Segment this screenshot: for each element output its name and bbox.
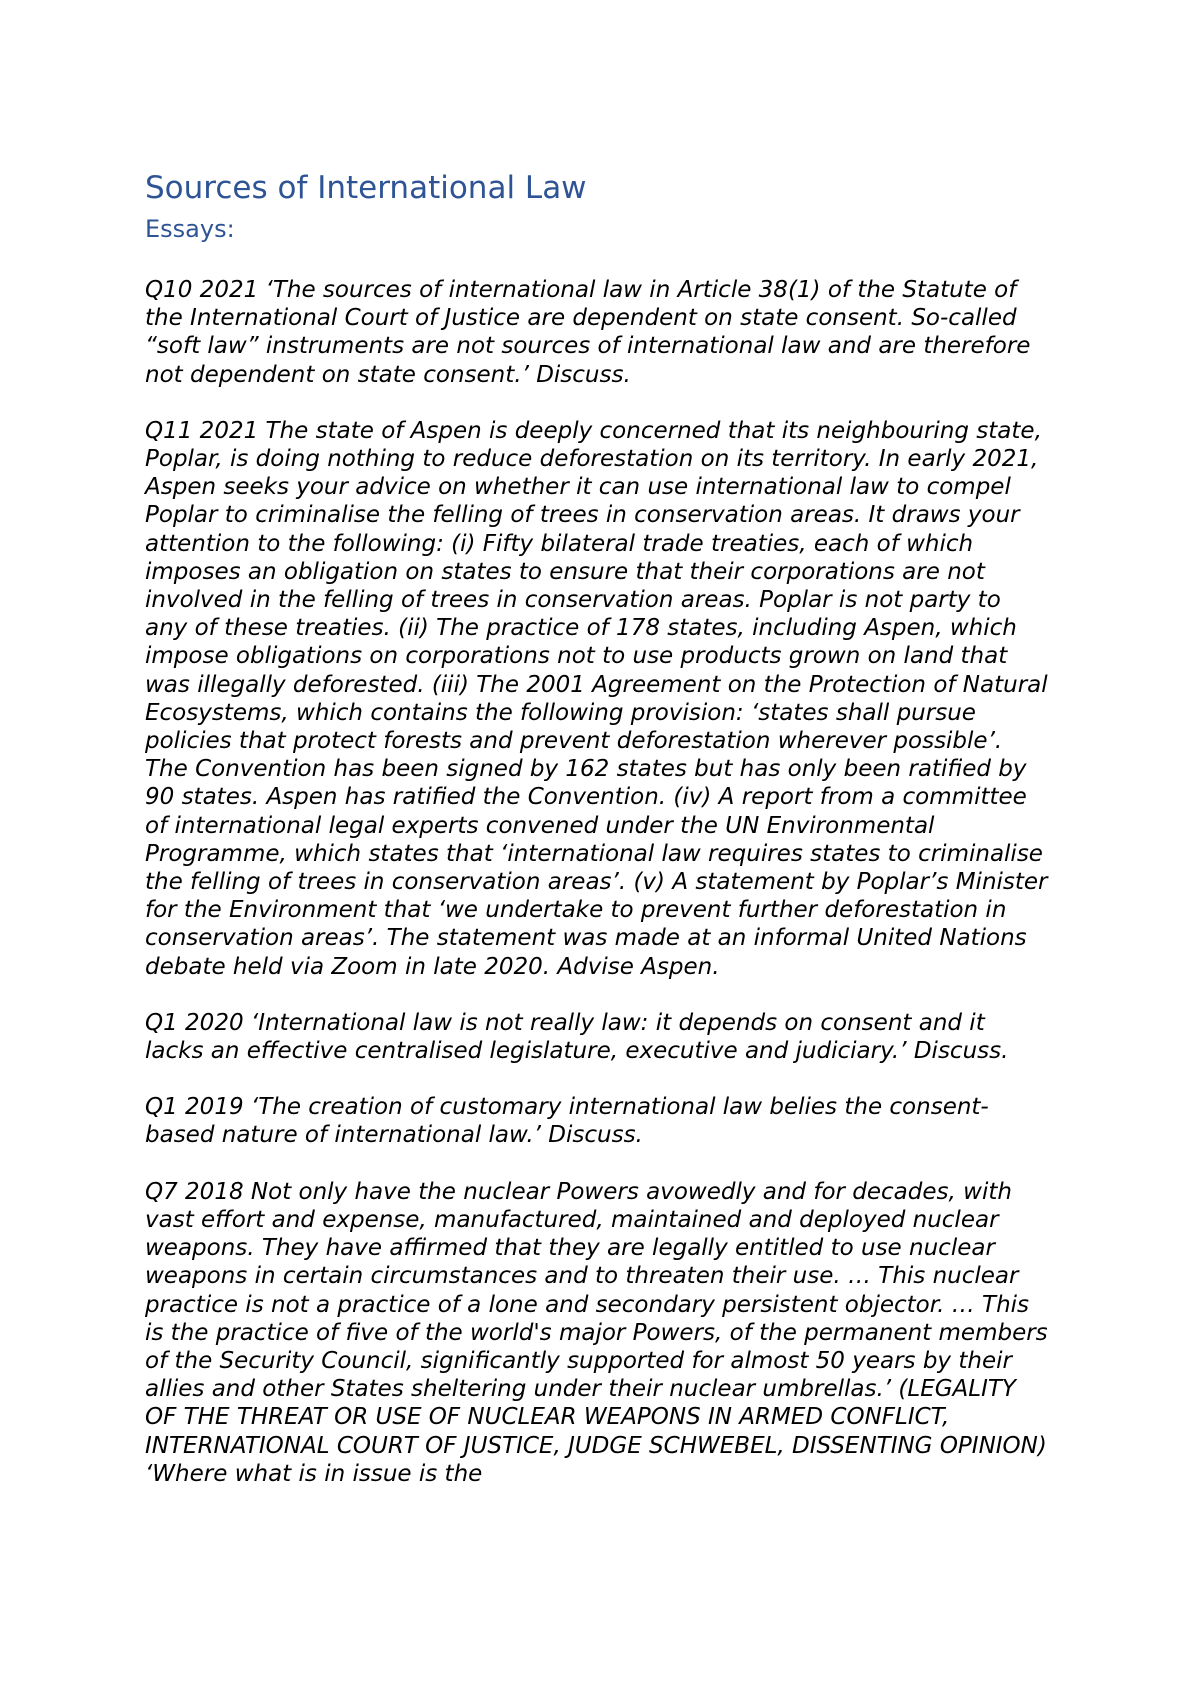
essays-heading: Essays: — [145, 215, 235, 243]
essay-question-q11-2021: Q11 2021 The state of Aspen is deeply concerned that its neighbouring state, Poplar, is doing nothing to reduce deforestation on its territory. In early 2021, Aspen seeks your advice on whether it can use international law to compel Poplar to criminalise the felling of trees in conservation areas. It draws your attention to the following: (i) Fifty bilateral trade treaties, each of which imposes an obligation on states to ensure that their corporations are not involved in the felling of trees in conservation areas. Poplar is not party to any of these treaties. (ii) The practice of 178 states, including Aspen, which impose obligations on corporations not to use products grown on land that was illegally deforested. (iii) The 2001 Agreement on the Protection of Natural Ecosystems, which contains the following provision: ‘states shall pursue policies that protect forests and prevent deforestation wherever possible’. The Convention has been signed by 162 states but has only been ratified by 90 states. Aspen has ratified the Convention. (iv) A report from a committee of international legal experts convened under the UN Environmental Programme, which states that ‘international law requires states to criminalise the felling of trees in conservation areas’. (v) A statement by Poplar’s Minister for the Environment that ‘we undertake to prevent further deforestation in conservation areas’. The statement was made at an informal United Nations debate held via Zoom in late 2020. Advise Aspen. — [145, 417, 1048, 980]
document-content — [145, 168, 1050, 1516]
essay-question-q10-2021: Q10 2021 ‘The sources of international law in Article 38(1) of the Statute of the International Court of Justice are dependent on state consent. So-called “soft law” instruments are not sources of international law and are therefore not dependent on state consent.’ Discuss. — [145, 277, 1031, 388]
essay-question-q1-2020: Q1 2020 ‘International law is not really law: it depends on consent and it lacks an effective centralised legislature, executive and judiciary.’ Discuss. — [145, 1009, 1009, 1065]
essay-question-q7-2018: Q7 2018 Not only have the nuclear Powers avowedly and for decades, with vast effort and expense, manufactured, maintained and deployed nuclear weapons. They have affirmed that they are legally entitled to use nuclear weapons in certain circumstances and to threaten their use. … This nuclear practice is not a practice of a lone and secondary persistent objector. … This is the practice of five of the world's major Powers, of the permanent members of the Security Council, significantly supported for almost 50 years by their allies and other States sheltering under their nuclear umbrellas.’ (LEGALITY OF THE THREAT OR USE OF NUCLEAR WEAPONS IN ARMED CONFLICT, INTERNATIONAL COURT OF JUSTICE, JUDGE SCHWEBEL, DISSENTING OPINION) ‘Where what is in issue is the — [145, 1178, 1048, 1487]
essay-question-list — [145, 276, 1050, 1488]
document-title: Sources of International Law — [145, 170, 587, 206]
essay-question-q1-2019: Q1 2019 ‘The creation of customary international law belies the consent-based nature of international law.’ Discuss. — [145, 1094, 989, 1149]
